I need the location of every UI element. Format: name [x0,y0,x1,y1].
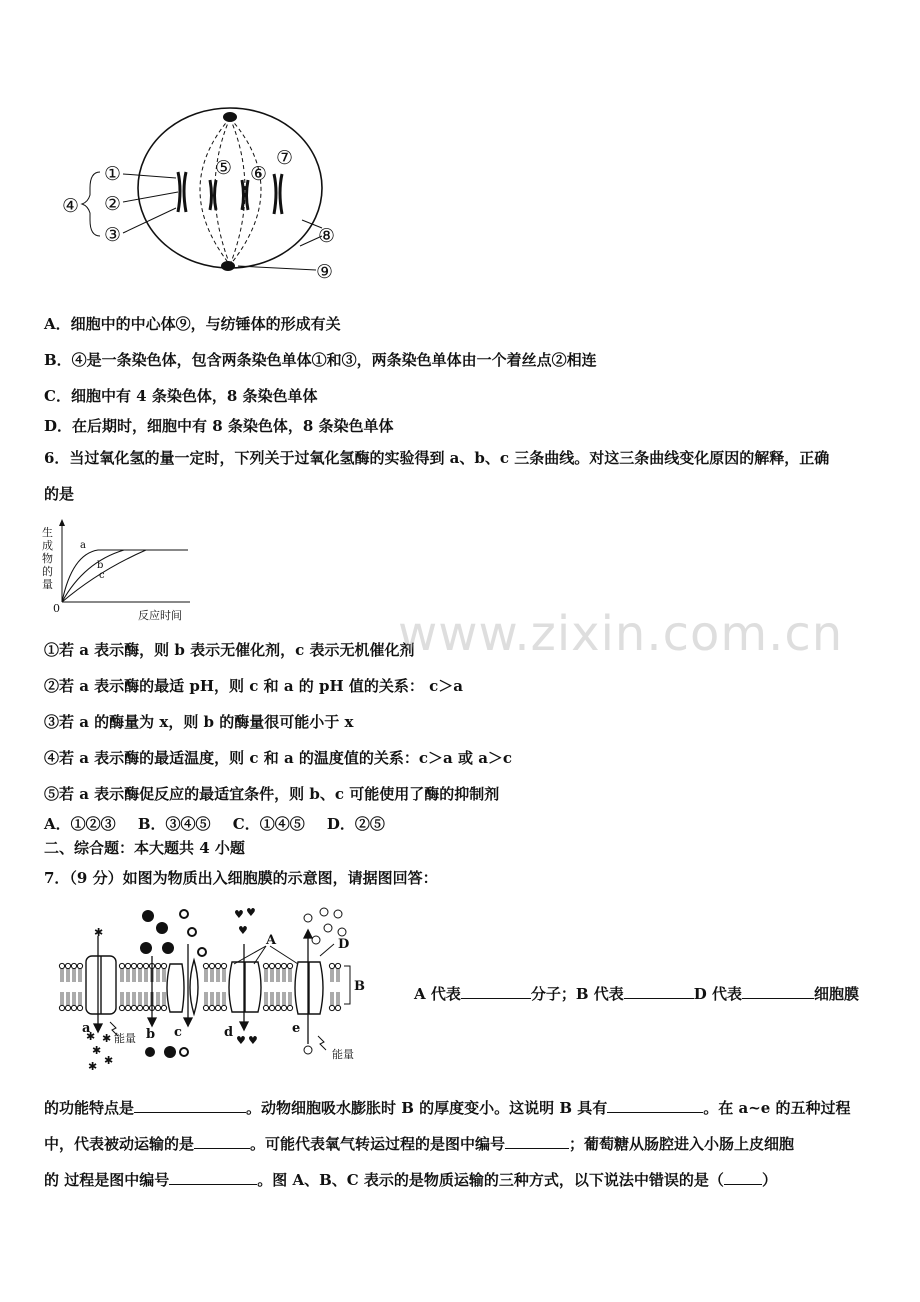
origin-label: 0 [53,602,60,615]
y-axis-arrow-icon [59,519,65,526]
q7-l1b: 。动物细胞吸水膨胀时 B 的厚度变小。这说明 B 具有 [246,1099,608,1117]
q7-side-d: 细胞膜 [814,985,860,1003]
q5-option-d: D．在后期时，细胞中有 8 条染色体，8 条染色单体 [44,417,394,435]
label-8: ⑧ [318,225,336,247]
svg-text:✱: ✱ [86,1030,96,1043]
fig-label-b: b [146,1027,156,1042]
ylabel-char-4: 的 [42,565,53,578]
q6-stem-line1: 6．当过氧化氢的量一定时，下列关于过氧化氢酶的实验得到 a、b、c 三条曲线。对这三条曲线变化原因的解释，正确 [44,449,830,467]
q5-option-b: B．④是一条染色体，包含两条染色单体①和③，两条染色单体由一个着丝点②相连 [44,351,597,369]
q7-side-b: 分子；B 代表 [530,985,624,1003]
svg-text:♥: ♥ [248,1034,258,1047]
blank-D[interactable] [742,984,814,999]
svg-text:✱: ✱ [104,1054,114,1067]
svg-text:♥: ♥ [238,924,248,937]
label-3: ③ [104,224,122,246]
svg-text:✱: ✱ [102,1032,112,1045]
fig-label-c: c [174,1025,182,1040]
svg-text:♥: ♥ [246,906,256,919]
blank-answer[interactable] [724,1170,762,1185]
label-5: ⑤ [215,157,233,179]
cell-division-figure [60,100,350,290]
svg-text:✱: ✱ [94,926,104,939]
blank-glucose[interactable] [169,1170,257,1185]
fig-label-e: e [292,1021,301,1036]
fig-label-d: d [224,1025,234,1040]
energy-label-1: 能量 [114,1032,136,1045]
q7-side-text [414,984,859,1004]
fig-label-B: B [354,979,365,994]
q7-l2c: ；葡萄糖从肠腔进入小肠上皮细胞 [569,1135,795,1153]
svg-text:♥: ♥ [236,1034,246,1047]
svg-text:✱: ✱ [92,1044,102,1057]
label-4: ④ [62,195,80,217]
blank-function[interactable] [134,1098,246,1113]
blank-passive[interactable] [194,1134,250,1149]
q7-line-2 [44,1134,794,1154]
curve-b [62,550,188,602]
blank-B[interactable] [624,984,694,999]
q5-option-c: C．细胞中有 4 条染色体，8 条染色单体 [44,387,318,405]
svg-text:♥: ♥ [234,908,244,921]
label-7: ⑦ [276,147,294,169]
membrane-transport-figure [58,904,378,1074]
blank-oxygen[interactable] [505,1134,569,1149]
q7-l3c: ） [761,1171,777,1189]
watermark: www.zixin.com.cn [398,606,844,662]
ylabel-char-1: 生 [42,526,53,539]
q7-stem: 7．（9 分）如图为物质出入细胞膜的示意图，请据图回答： [44,869,438,887]
q6-statement-1: ①若 a 表示酶，则 b 表示无催化剂，c 表示无机催化剂 [44,641,415,659]
q6-statement-5: ⑤若 a 表示酶促反应的最适宜条件，则 b、c 可能使用了酶的抑制剂 [44,785,500,803]
label-2: ② [104,193,122,215]
ylabel-char-5: 量 [42,578,53,591]
blank-property[interactable] [607,1098,703,1113]
ylabel-char-2: 成 [42,539,53,552]
q7-l3b: 。图 A、B、C 表示的是物质运输的三种方式，以下说法中错误的是（ [257,1171,724,1189]
curve-label-b: b [97,560,104,571]
curve-label-a: a [80,540,86,551]
fig-label-A: A [266,933,277,948]
label-1: ① [104,163,122,185]
q6-stem-line2: 的是 [44,485,75,503]
q5-option-a: A．细胞中的中心体⑨，与纺锤体的形成有关 [44,315,341,333]
section-2-heading: 二、综合题：本大题共 4 小题 [44,839,245,857]
q6-statement-3: ③若 a 的酶量为 x，则 b 的酶量很可能小于 x [44,713,354,731]
label-9: ⑨ [316,261,334,283]
label-6: ⑥ [250,163,268,185]
q6-statement-2: ②若 a 表示酶的最适 pH，则 c 和 a 的 pH 值的关系： c＞a [44,677,463,695]
q7-line-1 [44,1098,851,1118]
q7-l1c: 。在 a~e 的五种过程 [703,1099,851,1117]
q6-statement-4: ④若 a 表示酶的最适温度，则 c 和 a 的温度值的关系：c＞a 或 a＞c [44,749,513,767]
fig-label-a: a [82,1021,91,1036]
q7-l2b: 。可能代表氧气转运过程的是图中编号 [250,1135,506,1153]
curve-label-c: c [99,570,105,581]
q7-l2a: 中，代表被动运输的是 [44,1135,195,1153]
ylabel-char-3: 物 [42,552,53,565]
xlabel: 反应时间 [138,609,182,622]
svg-text:✱: ✱ [88,1060,98,1073]
blank-A[interactable] [461,984,531,999]
q7-side-c: D 代表 [693,985,743,1003]
fig-label-D: D [338,937,350,952]
enzyme-curve-chart [40,518,200,626]
q7-line-3 [44,1170,777,1190]
q7-l1a: 的功能特点是 [44,1099,135,1117]
q6-options: A．①②③ B．③④⑤ C．①④⑤ D．②⑤ [44,815,385,833]
q7-l3a: 的 过程是图中编号 [44,1171,170,1189]
q7-side-a: A 代表 [414,985,461,1003]
energy-label-2: 能量 [332,1048,354,1061]
